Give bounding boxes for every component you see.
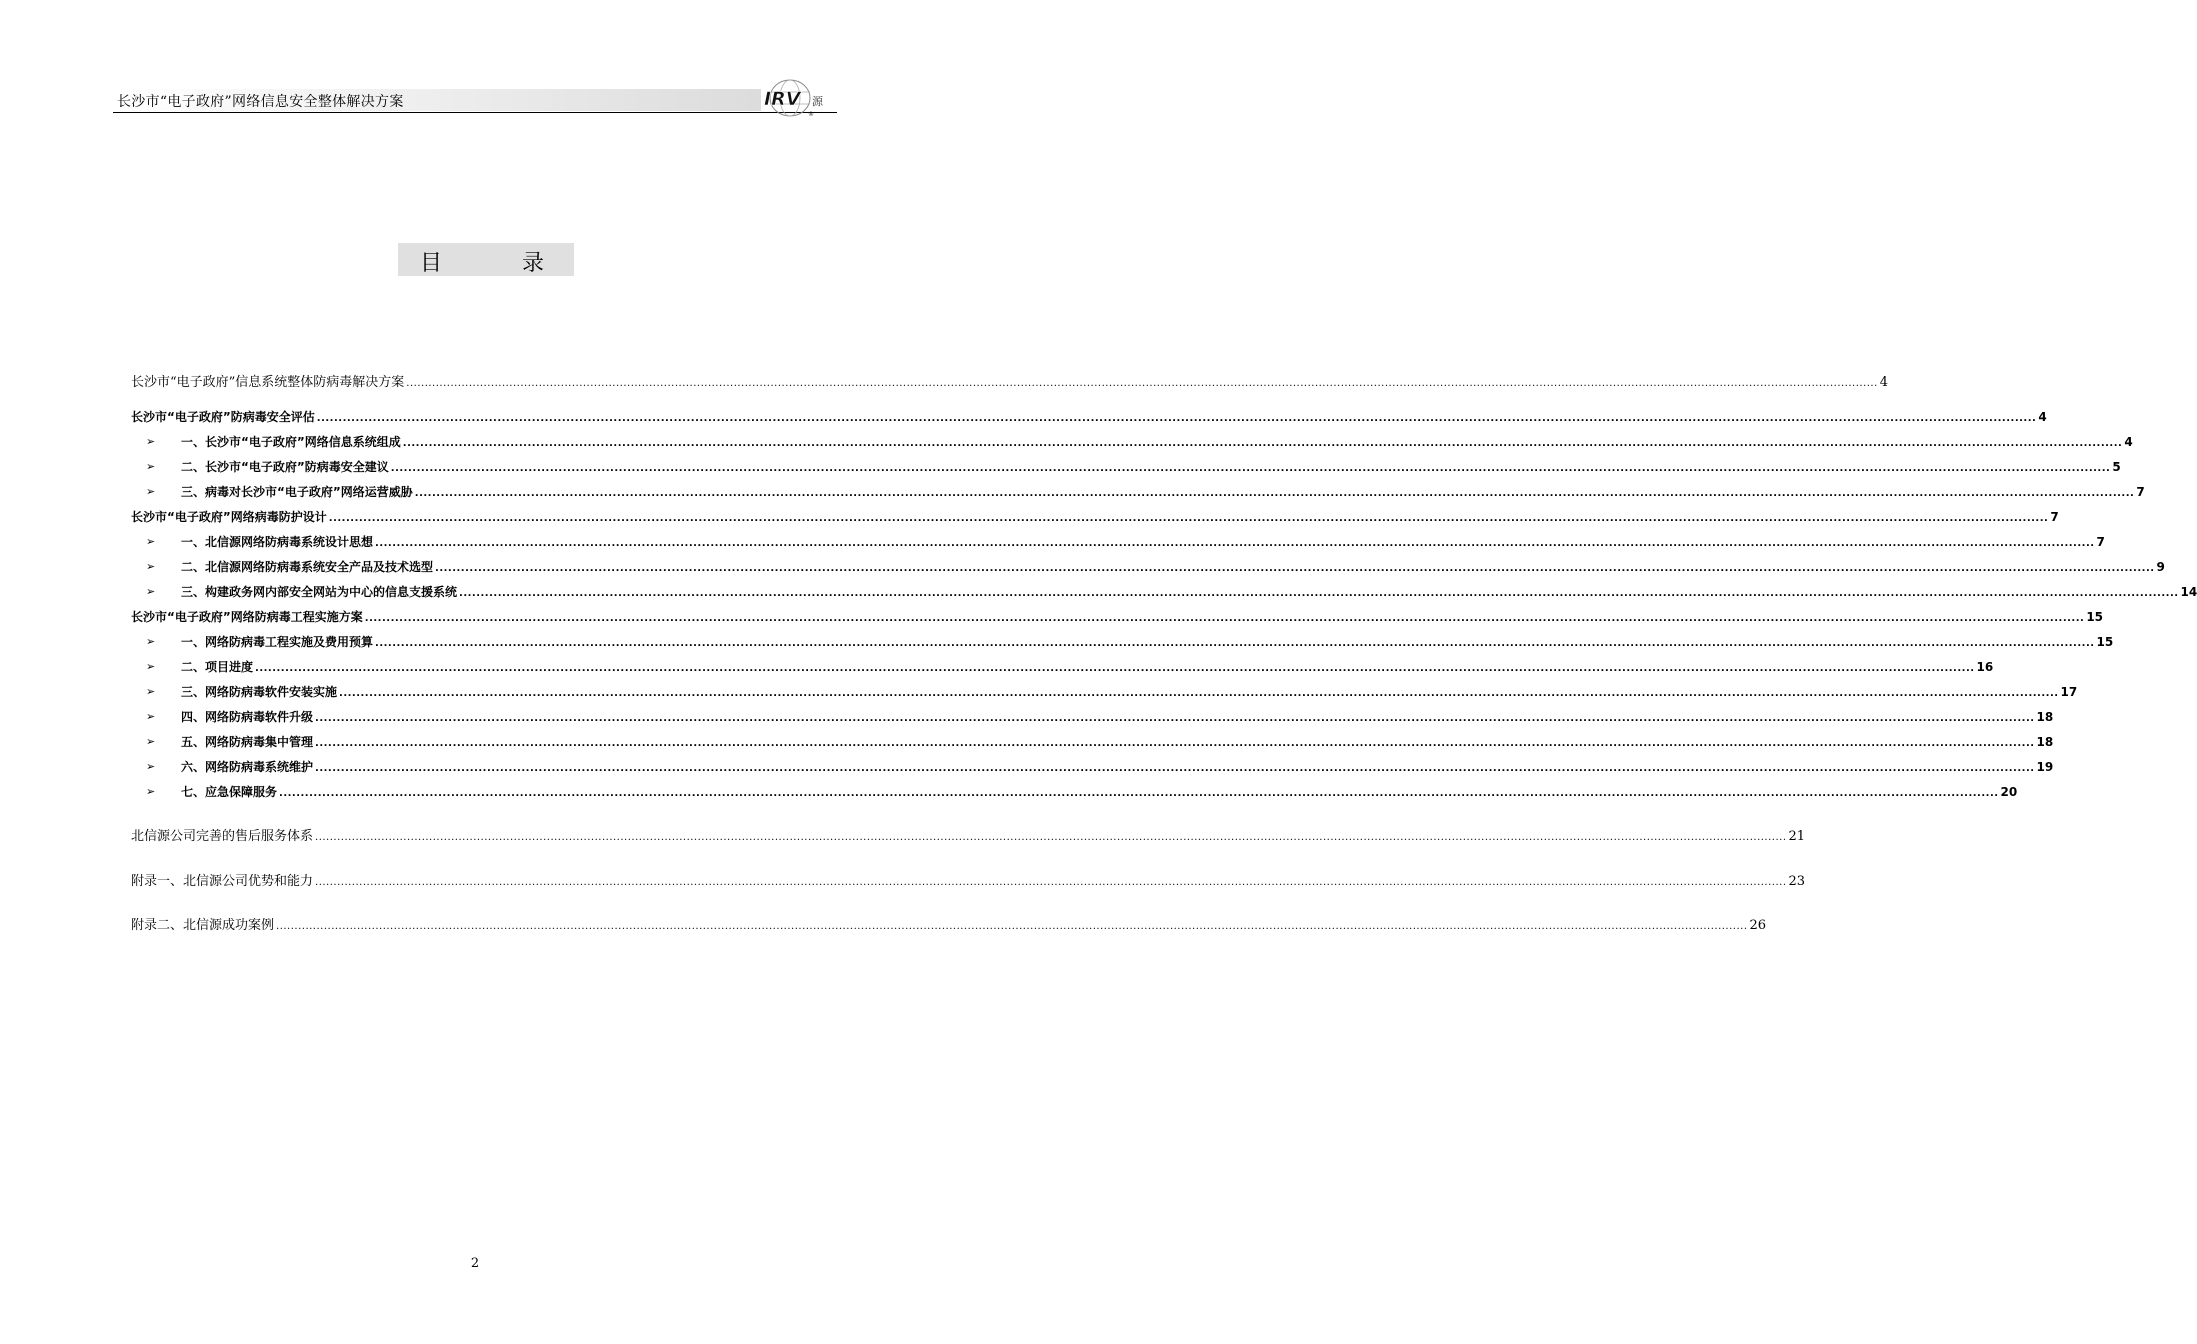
bullet-arrow-icon: ➢ [146,560,156,573]
toc-dot-leader: ................................................................................................................................................................................................................................................................................................................................................................................................................ [339,688,2059,699]
toc-dot-leader: ................................................................................................................................................................................................................................................................................................................................................................................................................ [375,538,2095,549]
toc-entry-page: 19 [2036,760,2054,774]
bullet-arrow-icon: ➢ [146,735,156,748]
toc-dot-leader: ................................................................................................................................................................................................................................................................................................................................................................................................................ [315,738,2035,749]
toc-entry-page: 5 [2112,460,2121,474]
toc-entry-label: 三、病毒对长沙市“电子政府”网络运营威胁 [181,485,413,499]
toc-entry-label: 一、网络防病毒工程实施及费用预算 [181,635,374,649]
toc-title-char-1: 目 [420,251,443,276]
toc-entry[interactable] [131,917,1767,935]
toc-entry[interactable] [181,658,1994,676]
toc-entry-page: 17 [2060,685,2078,699]
toc-entry[interactable] [131,873,1806,891]
bullet-arrow-icon: ➢ [146,460,156,473]
logo-glyph: 源 [812,95,823,108]
page-number: 2 [470,1256,480,1271]
toc-entry-page: 7 [2136,485,2145,499]
toc-title [398,243,574,276]
toc-entry[interactable] [181,633,2114,651]
toc-dot-leader: ................................................................................................................................................................................................................................................................................................................................................................................................................ [328,513,2049,524]
toc-dot-leader: ................................................................................................................................................................................................................................................................................................................................................................................................................ [255,663,1975,674]
toc-entry-label: 附录一、北信源公司优势和能力 [131,874,314,889]
toc-dot-leader: ................................................................................................................................................................................................................................................................................................................................................................................................................ [435,563,2155,574]
toc-entry-page: 4 [2038,410,2047,424]
toc-entry-label: 五、网络防病毒集中管理 [181,735,314,749]
toc-entry-page: 4 [1879,375,1889,390]
toc-entry-page: 14 [2180,585,2197,599]
toc-entry-page: 9 [2156,560,2165,574]
toc-dot-leader: ................................................................................................................................................................................................................................................................................................................................................................................................................ [315,713,2035,724]
toc-dot-leader: ................................................................................................................................................................................................................................................................................................................................................................................................................ [406,378,1878,389]
toc-entry-page: 4 [2124,435,2133,449]
toc-entry-page: 18 [2036,735,2054,749]
header-title: 长沙市“电子政府”网络信息安全整体解决方案 [117,94,404,110]
toc-dot-leader: ................................................................................................................................................................................................................................................................................................................................................................................................................ [390,463,2111,474]
toc-entry[interactable] [181,733,2054,751]
toc-entry-page: 15 [2096,635,2114,649]
toc-entry-label: 长沙市“电子政府”网络防病毒工程实施方案 [131,610,363,624]
toc-entry-label: 六、网络防病毒系统维护 [181,760,314,774]
toc-dot-leader: ................................................................................................................................................................................................................................................................................................................................................................................................................ [316,413,2037,424]
bullet-arrow-icon: ➢ [146,485,156,498]
bullet-arrow-icon: ➢ [146,785,156,798]
bullet-arrow-icon: ➢ [146,535,156,548]
toc-entry-page: 18 [2036,710,2054,724]
toc-entry-page: 26 [1749,918,1767,933]
toc-dot-leader: ................................................................................................................................................................................................................................................................................................................................................................................................................ [402,438,2123,449]
toc-entry[interactable] [131,608,2104,626]
toc-entry-page: 7 [2050,510,2059,524]
toc-entry[interactable] [181,458,2121,476]
bullet-arrow-icon: ➢ [146,635,156,648]
toc-entry-page: 7 [2096,535,2105,549]
toc-entry-page: 15 [2086,610,2104,624]
toc-entry-page: 23 [1788,874,1806,889]
logo-wordmark: IRV [764,88,801,110]
bullet-arrow-icon: ➢ [146,435,156,448]
toc-entry[interactable] [131,508,2059,526]
toc-entry-label: 北信源公司完善的售后服务体系 [131,829,314,844]
toc-entry-label: 二、项目进度 [181,660,254,674]
bullet-arrow-icon: ➢ [146,585,156,598]
toc-entry[interactable] [181,683,2078,701]
toc-entry-label: 长沙市“电子政府”信息系统整体防病毒解决方案 [131,375,405,390]
toc-entry-label: 长沙市“电子政府”网络病毒防护设计 [131,510,327,524]
toc-entry[interactable] [131,374,1889,392]
toc-entry-page: 16 [1976,660,1994,674]
toc-entry[interactable] [181,583,2197,601]
header-rule [113,112,837,113]
toc-entry-label: 二、长沙市“电子政府”防病毒安全建议 [181,460,389,474]
company-logo [760,78,838,118]
toc-entry[interactable] [181,483,2145,501]
toc-entry-label: 二、北信源网络防病毒系统安全产品及技术选型 [181,560,434,574]
toc-title-char-2: 录 [522,251,545,276]
svg-text:®: ® [808,111,814,118]
bullet-arrow-icon: ➢ [146,685,156,698]
toc-entry-label: 七、应急保障服务 [181,785,278,799]
toc-dot-leader: ................................................................................................................................................................................................................................................................................................................................................................................................................ [414,488,2135,499]
toc-entry-label: 长沙市“电子政府”防病毒安全评估 [131,410,315,424]
toc-entry-page: 20 [2000,785,2018,799]
toc-dot-leader: ................................................................................................................................................................................................................................................................................................................................................................................................................ [375,638,2095,649]
toc-entry[interactable] [181,758,2054,776]
toc-entry[interactable] [181,558,2165,576]
toc-dot-leader: ................................................................................................................................................................................................................................................................................................................................................................................................................ [315,763,2035,774]
toc-entry[interactable] [181,783,2018,801]
toc-entry-label: 一、长沙市“电子政府”网络信息系统组成 [181,435,401,449]
toc-entry[interactable] [181,433,2133,451]
toc-entry-label: 三、构建政务网内部安全网站为中心的信息支援系统 [181,585,458,599]
bullet-arrow-icon: ➢ [146,710,156,723]
toc-dot-leader: ................................................................................................................................................................................................................................................................................................................................................................................................................ [315,832,1787,843]
toc-entry[interactable] [131,408,2047,426]
toc-dot-leader: ................................................................................................................................................................................................................................................................................................................................................................................................................ [364,613,2085,624]
toc-entry-label: 一、北信源网络防病毒系统设计思想 [181,535,374,549]
toc-entry-label: 四、网络防病毒软件升级 [181,710,314,724]
toc-dot-leader: ................................................................................................................................................................................................................................................................................................................................................................................................................ [279,788,1999,799]
toc-entry[interactable] [181,533,2105,551]
toc-dot-leader: ................................................................................................................................................................................................................................................................................................................................................................................................................ [276,921,1748,932]
toc-dot-leader: ................................................................................................................................................................................................................................................................................................................................................................................................................ [315,877,1787,888]
bullet-arrow-icon: ➢ [146,660,156,673]
toc-entry[interactable] [181,708,2054,726]
toc-dot-leader: ................................................................................................................................................................................................................................................................................................................................................................................................................ [459,588,2179,599]
toc-entry-label: 三、网络防病毒软件安装实施 [181,685,338,699]
bullet-arrow-icon: ➢ [146,760,156,773]
toc-entry-label: 附录二、北信源成功案例 [131,918,275,933]
toc-entry[interactable] [131,828,1806,846]
toc-entry-page: 21 [1788,829,1806,844]
